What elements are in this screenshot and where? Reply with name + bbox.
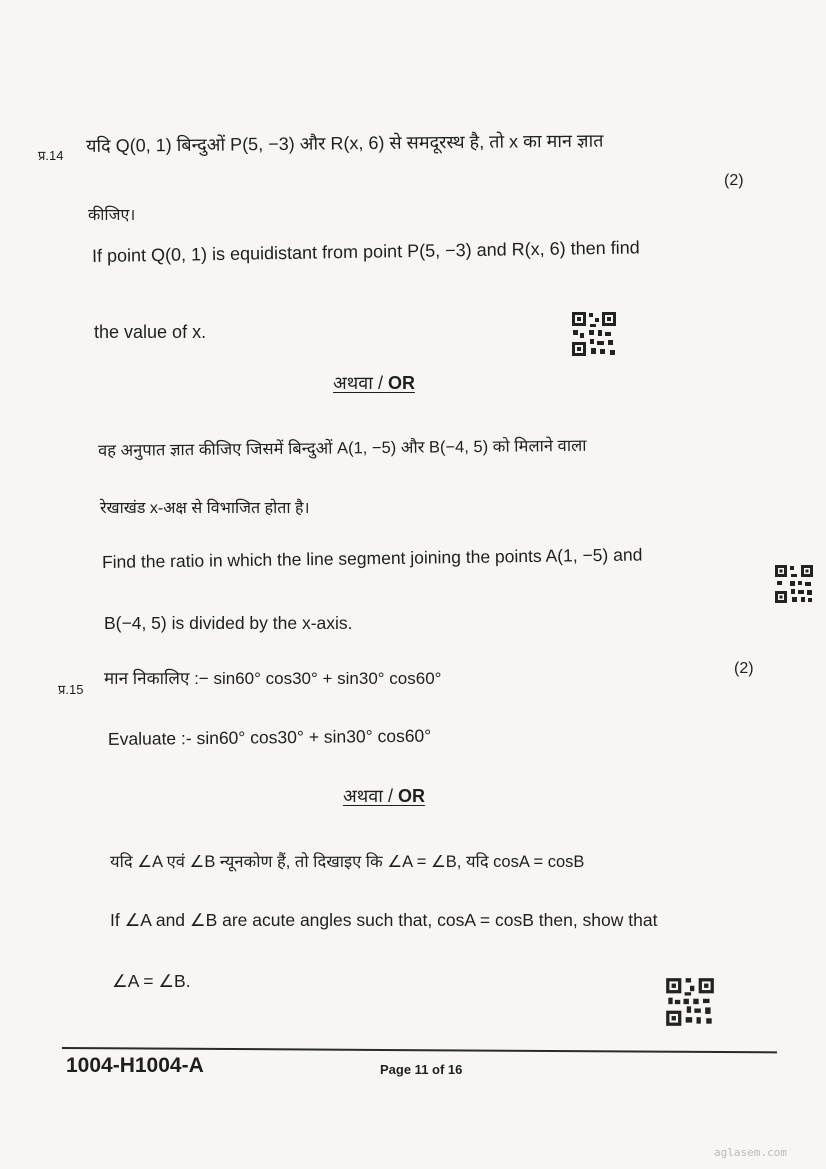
page-number: Page 11 of 16	[380, 1062, 463, 1077]
q15-hindi-line-1: मान निकालिए :− sin60° cos30° + sin30° cos60°	[104, 669, 442, 688]
qr-code-icon	[664, 976, 716, 1028]
q14-alt-hindi-line-2: रेखाखंड x-अक्ष से विभाजित होता है।	[100, 500, 310, 517]
q15-alt-hindi-line-1: यदि ∠A एवं ∠B न्यूनकोण हैं, तो दिखाइए कि ∠A = ∠B, यदि cosA = cosB	[110, 853, 585, 871]
question-number-14: प्र.14	[38, 148, 64, 163]
q14-hindi-line-2: कीजिए।	[88, 207, 136, 224]
q14-alt-english-line-2: B(−4, 5) is divided by the x-axis.	[104, 613, 353, 633]
q14-marks: (2)	[724, 172, 744, 189]
q14-alt-english-line-1: Find the ratio in which the line segment joining the points A(1, −5) and	[101, 544, 643, 572]
qr-code-icon	[774, 564, 814, 604]
q14-or-heading: अथवा / OR	[333, 373, 415, 393]
question-number-15: प्र.15	[58, 682, 84, 697]
q15-or-heading: अथवा / OR	[343, 786, 425, 806]
q15-alt-english-line-1: If ∠A and ∠B are acute angles such that, cosA = cosB then, show that	[110, 910, 658, 930]
q15-marks: (2)	[734, 660, 754, 677]
q14-alt-hindi-line-1: वह अनुपात ज्ञात कीजिए जिसमें बिन्दुओं A(1, −5) और B(−4, 5) को मिलाने वाला	[97, 436, 587, 460]
q14-hindi-line-1: यदि Q(0, 1) बिन्दुओं P(5, −3) और R(x, 6) से समदूरस्थ है, तो x का मान ज्ञात	[85, 130, 604, 156]
q15-alt-english-line-2: ∠A = ∠B.	[112, 971, 191, 991]
paper-code: 1004-H1004-A	[66, 1054, 204, 1077]
q14-english-line-1: If point Q(0, 1) is equidistant from point P(5, −3) and R(x, 6) then find	[91, 237, 640, 266]
footer-divider	[62, 1047, 777, 1053]
watermark: aglasem.com	[714, 1146, 787, 1159]
qr-code-icon	[570, 310, 618, 358]
q14-english-line-2: the value of x.	[94, 322, 207, 342]
q15-english-line-1: Evaluate :- sin60° cos30° + sin30° cos60°	[107, 725, 432, 749]
